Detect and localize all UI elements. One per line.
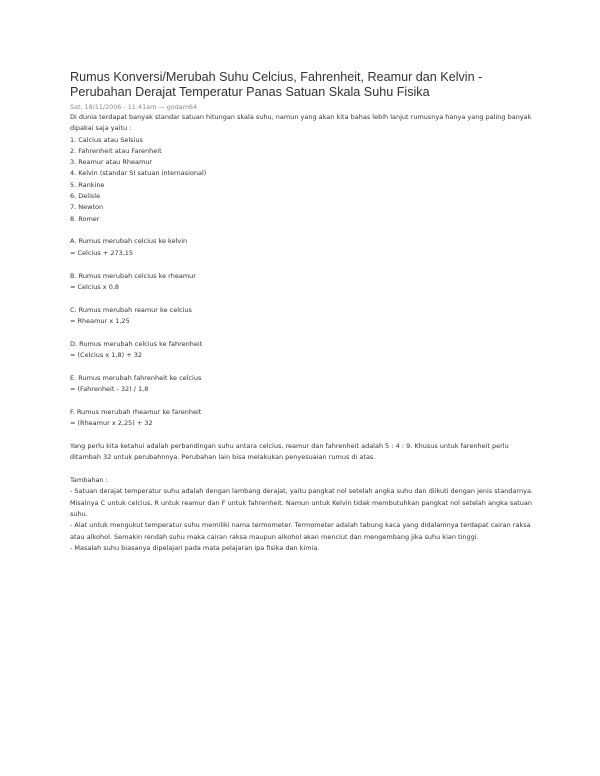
- list-item: 5. Rankine: [70, 180, 105, 189]
- article: [70, 70, 540, 554]
- list-item: 1. Calcius atau Selsius: [70, 135, 143, 144]
- formula-label: F. Rumus merubah rheamur ke farenheit: [70, 407, 202, 416]
- formula-expression: = (Celcius x 1,8) + 32: [70, 351, 142, 360]
- ratio-paragraph: Yang perlu kita ketahui adalah perbandingan suhu antara celcius, reamur dan fahrenheit adalah 5 : 4 : 9. Khusus untuk farenheit perlu ditambah 32 untuk perubahnnya. Perubahan lain bisa melakukan penyesuaian rumus di atas.: [70, 442, 509, 462]
- list-item: 2. Fahrenheit atau Farenheit: [70, 146, 162, 155]
- formula-expression: = (Fahrenheit - 32) / 1,8: [70, 385, 149, 394]
- formula-expression: = Celcius x 0,8: [70, 282, 120, 291]
- formula-block: [70, 271, 540, 294]
- formula-block: [70, 305, 540, 328]
- formula-expression: = Rheamur x 1,25: [70, 316, 130, 325]
- formula-label: A. Rumus merubah celcius ke kelvin: [70, 237, 188, 246]
- addendum-item: - Masalah suhu biasanya dipelajari pada mata pelajaran ipa fisika dan kimia.: [70, 543, 320, 552]
- formula-label: E. Rumus merubah fahrenheit ke celcius: [70, 373, 202, 382]
- list-item: 4. Kelvin (standar SI satuan internasional): [70, 169, 207, 178]
- list-item: 7. Newton: [70, 203, 104, 212]
- formula-block: [70, 373, 540, 396]
- formula-label: C. Rumus merubah reamur ke celcius: [70, 305, 192, 314]
- formula-block: [70, 339, 540, 362]
- formula-expression: = Celcius + 273,15: [70, 248, 134, 257]
- addendum-heading: Tambahan :: [70, 476, 108, 485]
- formula-label: D. Rumus merubah celcius ke fahrenheit: [70, 339, 203, 348]
- addendum-item: - Satuan derajat temperatur suhu adalah dengan lambang derajat, yaitu pangkat nol setelah angka suhu dan diikuti dengan jenis standarnya. Misalnya C untuk celcius, R untuk reamur dan F untuk fahrenheit. Namun untuk Kelvin tidak membutuhkan pangkat nol setelah angka satuan suhu.: [70, 487, 533, 519]
- formula-block: [70, 236, 540, 259]
- formula-expression: = (Rheamur x 2,25) + 32: [70, 419, 153, 428]
- list-item: 8. Romer: [70, 214, 100, 223]
- formula-block: [70, 407, 540, 430]
- article-title: Rumus Konversi/Merubah Suhu Celcius, Fahrenheit, Reamur dan Kelvin - Perubahan Derajat Temperatur Panas Satuan Skala Suhu Fisika: [70, 70, 483, 99]
- intro-paragraph: Di dunia terdapat banyak standar satuan hitungan skala suhu, namun yang akan kita bahas lebih lanjut rumusnya hanya yang paling banyak dipakai saja yaitu :: [70, 113, 532, 133]
- addendum-item: - Alat untuk mengukut temperatur suhu memiliki nama termometer. Termometer adalah tabung kaca yang didalamnya terdapat cairan raksa atau alkohol. Semakin rendah suhu maka cairan raksa maupun alkohol akan menciut dan mengembang jika suhu kian tinggi.: [70, 521, 531, 541]
- article-meta: Sat, 18/11/2006 - 11:41am — godam64: [70, 103, 198, 111]
- list-item: 3. Reamur atau Rheamur: [70, 158, 153, 167]
- formula-label: B. Rumus merubah celcius ke rheamur: [70, 271, 196, 280]
- scale-list: [70, 135, 540, 225]
- list-item: 6. Delisle: [70, 192, 101, 201]
